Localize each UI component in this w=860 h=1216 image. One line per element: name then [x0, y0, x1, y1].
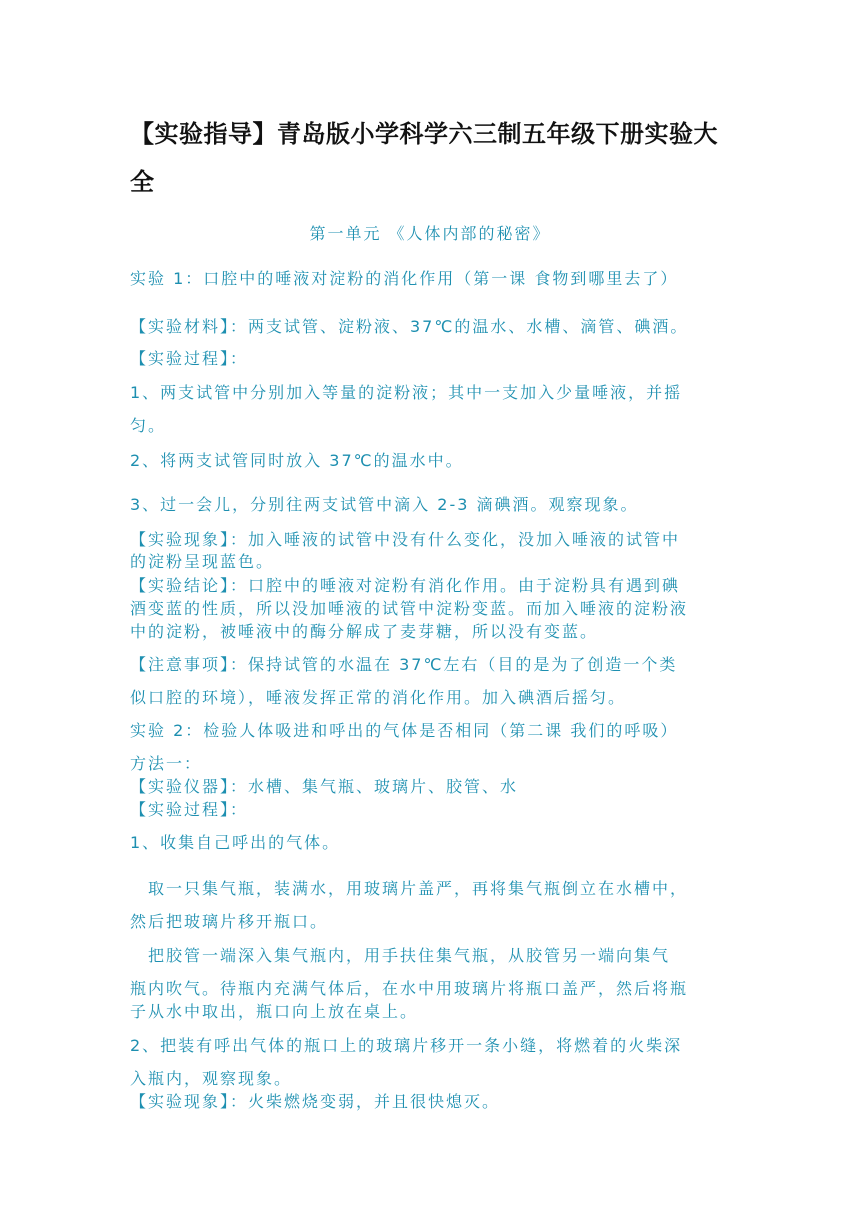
experiment-1-step-2: 2、将两支试管同时放入 37℃的温水中。: [130, 451, 464, 470]
experiment-2-method-1: 方法一：: [130, 754, 203, 773]
experiment-2-paragraph-2-cont-1: 瓶内吹气。待瓶内充满气体后，在水中用玻璃片将瓶口盖严，然后将瓶: [130, 979, 689, 998]
experiment-2-title: 实验 2：检验人体吸进和呼出的气体是否相同（第二课 我们的呼吸）: [130, 721, 679, 740]
experiment-2-paragraph-1-cont: 然后把玻璃片移开瓶口。: [130, 912, 329, 931]
experiment-2-step-1: 1、收集自己呼出的气体。: [130, 833, 341, 852]
experiment-1-conclusion-cont-2: 中的淀粉，被唾液中的酶分解成了麦芽糖，所以没有变蓝。: [130, 622, 599, 641]
experiment-1-step-1: 1、两支试管中分别加入等量的淀粉液；其中一支加入少量唾液，并摇: [130, 383, 683, 402]
experiment-1-title: 实验 1：口腔中的唾液对淀粉的消化作用（第一课 食物到哪里去了）: [130, 269, 679, 288]
experiment-2-phenomenon: 【实验现象】：火柴燃烧变弱，并且很快熄灭。: [130, 1092, 501, 1111]
document-title: 【实验指导】青岛版小学科学六三制五年级下册实验大全: [130, 120, 718, 196]
unit-heading: 第一单元 《人体内部的秘密》: [309, 224, 551, 243]
experiment-2-step-2: 2、把装有呼出气体的瓶口上的玻璃片移开一条小缝，将燃着的火柴深: [130, 1036, 683, 1055]
experiment-2-paragraph-1: 取一只集气瓶，装满水，用玻璃片盖严，再将集气瓶倒立在水槽中，: [130, 879, 689, 898]
experiment-2-instruments: 【实验仪器】：水槽、集气瓶、玻璃片、胶管、水: [130, 777, 519, 796]
experiment-1-phenomenon: 【实验现象】：加入唾液的试管中没有什么变化，没加入唾液的试管中: [130, 530, 681, 549]
experiment-1-materials: 【实验材料】：两支试管、淀粉液、37℃的温水、水槽、滴管、碘酒。: [130, 317, 689, 336]
experiment-1-process-label: 【实验过程】：: [130, 349, 249, 368]
experiment-1-notes: 【注意事项】：保持试管的水温在 37℃左右（目的是为了创造一个类: [130, 655, 678, 674]
experiment-2-step-2-cont: 入瓶内，观察现象。: [130, 1069, 293, 1088]
experiment-2-paragraph-2: 把胶管一端深入集气瓶内，用手扶住集气瓶，从胶管另一端向集气: [130, 946, 671, 965]
experiment-1-step-1-cont: 匀。: [130, 416, 167, 435]
experiment-1-notes-cont: 似口腔的环境），唾液发挥正常的消化作用。加入碘酒后摇匀。: [130, 688, 627, 707]
experiment-1-phenomenon-cont: 的淀粉呈现蓝色。: [130, 552, 275, 571]
experiment-1-conclusion: 【实验结论】：口腔中的唾液对淀粉有消化作用。由于淀粉具有遇到碘: [130, 576, 681, 595]
experiment-1-conclusion-cont-1: 酒变蓝的性质，所以没加唾液的试管中淀粉变蓝。而加入唾液的淀粉液: [130, 599, 689, 618]
experiment-2-paragraph-2-cont-2: 子从水中取出，瓶口向上放在桌上。: [130, 1002, 419, 1021]
experiment-2-process-label: 【实验过程】：: [130, 800, 249, 819]
experiment-1-step-3: 3、过一会儿，分别往两支试管中滴入 2-3 滴碘酒。观察现象。: [130, 495, 639, 514]
